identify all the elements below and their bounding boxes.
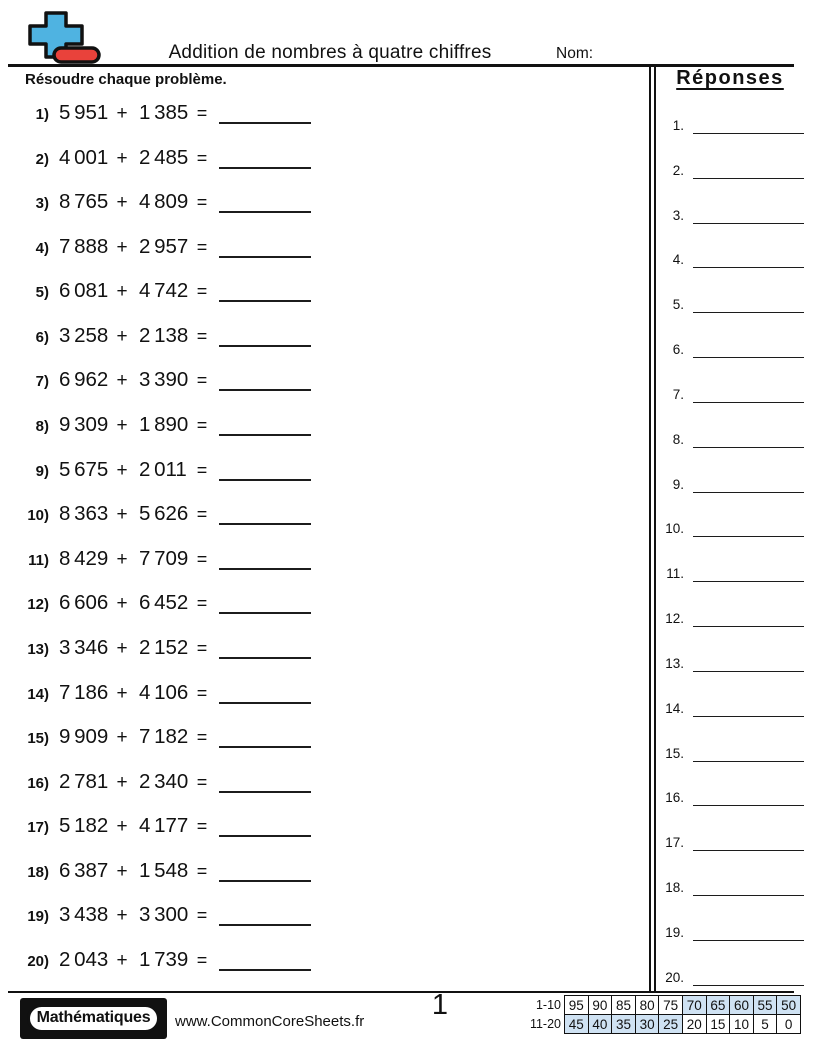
grading-score-cell: 80 [635,995,660,1015]
operand-b: 2 011 [139,457,187,481]
plus-minus-icon [28,11,102,67]
grading-score-cell: 95 [564,995,589,1015]
equals-sign: = [196,281,208,302]
operand-b: 1 385 [139,101,189,124]
plus-sign: + [116,236,128,258]
operand-a: 8 429 [59,546,109,570]
operand-a: 7 186 [59,680,109,704]
answer-blank[interactable] [693,490,804,493]
equals-sign: = [196,192,208,213]
problem-row [25,367,625,392]
operand-b: 7 709 [139,546,189,570]
answer-number: 16. [665,790,684,806]
plus-sign: + [116,949,128,971]
equals-sign: = [196,860,208,881]
answer-row [656,834,804,851]
problem-row [25,100,625,125]
answer-number: 12. [665,611,684,627]
plus-sign: + [116,816,128,838]
grading-score-cell: 10 [729,1014,754,1034]
problem-row [25,813,625,838]
operand-a: 2 043 [59,947,109,971]
problem-row [25,769,625,794]
problem-number: 8) [35,418,49,436]
plus-sign: + [116,771,128,793]
problem-number: 19) [27,908,49,926]
operand-b: 2 340 [139,769,189,793]
answer-row [656,341,804,358]
answer-blank[interactable] [693,624,804,627]
answer-number: 19. [665,924,684,940]
operand-a: 7 888 [59,234,109,258]
plus-sign: + [116,548,128,570]
answer-row [656,969,804,986]
problem-answer-blank[interactable] [219,432,311,436]
name-label: Nom: [556,45,594,62]
answer-blank[interactable] [693,355,804,358]
operand-b: 4 742 [139,279,189,303]
problem-answer-blank[interactable] [219,610,311,614]
operand-b: 1 548 [139,858,189,882]
page-number: 1 [431,989,449,1021]
problem-answer-blank[interactable] [219,120,311,124]
problem-row [25,902,625,927]
answer-blank[interactable] [693,759,804,762]
answer-blank[interactable] [693,265,804,268]
equals-sign: = [196,949,208,970]
operand-a: 3 438 [59,903,109,927]
operand-b: 4 177 [139,814,189,838]
problem-answer-blank[interactable] [219,700,311,704]
plus-sign: + [116,504,128,526]
answer-row [656,296,804,313]
equals-sign: = [196,103,208,123]
grading-row-cells [564,1014,801,1034]
answer-row [656,520,804,537]
operand-a: 3 346 [59,635,109,659]
subject-badge [20,998,167,1039]
problem-number: 20) [27,952,49,970]
operand-a: 8 765 [59,190,109,214]
problem-answer-blank[interactable] [219,477,311,481]
grading-score-cell: 15 [706,1014,731,1034]
plus-sign: + [116,370,128,392]
operand-a: 6 606 [59,591,109,615]
answer-blank[interactable] [693,310,804,313]
grading-score-cell: 35 [611,1014,636,1034]
problem-row [25,412,625,437]
problem-number: 13) [27,640,49,658]
grading-score-cell: 45 [564,1014,589,1034]
problem-number: 15) [27,730,49,748]
operand-b: 4 106 [139,680,189,704]
problem-answer-blank[interactable] [219,298,311,302]
problem-row [25,546,625,571]
plus-sign: + [116,682,128,704]
operand-b: 2 957 [139,234,189,258]
answer-number: 17. [665,835,684,851]
answer-number: 10. [665,521,684,537]
grading-score-cell: 60 [729,995,754,1015]
plus-sign: + [116,103,128,124]
answer-number: 1. [672,118,684,133]
answer-blank[interactable] [693,445,804,448]
problem-answer-blank[interactable] [219,566,311,570]
subject-badge-label: Mathématiques [27,1004,161,1033]
answer-number: 9. [672,476,684,492]
answer-blank[interactable] [693,983,804,986]
answer-number: 15. [665,745,684,761]
problem-row [25,234,625,259]
answer-number: 14. [665,700,684,716]
problem-row [25,680,625,705]
instructions-text: Résoudre chaque problème. [25,71,227,88]
grading-score-cell: 50 [776,995,801,1015]
answer-row [656,700,804,717]
answer-number: 3. [672,207,684,223]
operand-b: 7 182 [139,725,189,749]
operand-b: 2 485 [139,145,189,169]
operand-b: 1 739 [139,947,189,971]
answer-number: 8. [672,431,684,447]
equals-sign: = [196,504,208,525]
problem-answer-blank[interactable] [219,254,311,258]
operand-b: 3 300 [139,903,189,927]
answer-number: 18. [665,880,684,896]
problem-number: 2) [35,150,49,168]
grading-row-cells [564,995,801,1015]
answer-blank[interactable] [693,131,804,134]
answer-row [656,207,804,224]
problem-answer-blank[interactable] [219,922,311,926]
operand-a: 5 182 [59,814,109,838]
problem-answer-blank[interactable] [219,967,311,971]
footer-divider [8,991,794,993]
grading-table-row [529,1014,801,1034]
grading-score-cell: 85 [611,995,636,1015]
problem-answer-blank[interactable] [219,744,311,748]
problem-number: 9) [35,462,49,480]
problems-list [25,100,625,972]
answer-blank[interactable] [693,714,804,717]
problem-row [25,635,625,660]
grading-row-label: 1-10 [535,998,561,1012]
plus-sign: + [116,325,128,347]
answer-blank[interactable] [693,534,804,537]
answers-list [656,117,804,986]
plus-sign: + [116,593,128,615]
answer-blank[interactable] [693,893,804,896]
answer-blank[interactable] [693,221,804,224]
equals-sign: = [196,771,208,792]
answer-blank[interactable] [693,803,804,806]
answer-number: 13. [665,655,684,671]
grading-score-cell: 40 [588,1014,613,1034]
problem-number: 18) [27,863,49,881]
answer-row [656,789,804,806]
equals-sign: = [196,415,208,436]
problem-answer-blank[interactable] [219,521,311,525]
problem-row [25,590,625,615]
plus-sign: + [116,147,128,169]
problem-number: 11) [28,551,49,569]
answer-row [656,117,804,134]
problem-row [25,501,625,526]
problem-number: 5) [35,284,49,302]
equals-sign: = [196,459,208,480]
answers-header: Réponses [676,67,784,89]
operand-b: 2 138 [139,323,189,347]
grading-score-cell: 70 [682,995,707,1015]
plus-sign: + [116,459,128,481]
equals-sign: = [196,370,208,391]
equals-sign: = [196,236,208,257]
operand-b: 2 152 [139,635,189,659]
grading-table [529,995,801,1034]
operand-b: 3 390 [139,368,189,392]
problem-number: 6) [35,328,49,346]
answer-blank[interactable] [693,176,804,179]
answer-row [656,610,804,627]
problem-answer-blank[interactable] [219,209,311,213]
problem-number: 10) [27,507,49,525]
plus-sign: + [116,860,128,882]
problem-answer-blank[interactable] [219,833,311,837]
answer-number: 6. [672,342,684,358]
answer-number: 20. [665,969,684,985]
equals-sign: = [196,147,208,168]
grading-score-cell: 25 [658,1014,683,1034]
grading-score-cell: 20 [682,1014,707,1034]
operand-a: 4 001 [59,145,109,169]
answer-blank[interactable] [693,400,804,403]
grading-score-cell: 90 [588,995,613,1015]
plus-sign: + [116,637,128,659]
operand-a: 8 363 [59,502,109,526]
problem-answer-blank[interactable] [219,343,311,347]
operand-a: 6 962 [59,368,109,392]
answer-number: 4. [672,252,684,268]
problem-row [25,858,625,883]
equals-sign: = [196,816,208,837]
operand-a: 2 781 [59,769,109,793]
grading-score-cell: 55 [753,995,778,1015]
operand-a: 9 909 [59,725,109,749]
equals-sign: = [196,905,208,926]
problem-number: 4) [35,239,49,257]
grading-score-cell: 75 [658,995,683,1015]
answer-number: 5. [672,297,684,313]
answer-blank[interactable] [693,938,804,941]
grading-score-cell: 65 [706,995,731,1015]
plus-sign: + [116,415,128,437]
problem-number: 17) [27,819,49,837]
problem-row [25,323,625,348]
operand-a: 3 258 [59,323,109,347]
column-separator [649,64,656,991]
answer-blank[interactable] [693,848,804,851]
operand-a: 6 387 [59,858,109,882]
problem-number: 16) [27,774,49,792]
grading-score-cell: 5 [753,1014,778,1034]
problem-row [25,947,625,972]
equals-sign: = [196,325,208,346]
problem-row [25,278,625,303]
answer-row [656,655,804,672]
answer-blank[interactable] [693,579,804,582]
answer-row [656,924,804,941]
grading-score-cell: 0 [776,1014,801,1034]
operand-a: 5 951 [59,101,109,124]
plus-sign: + [116,192,128,214]
problem-row [25,457,625,482]
operand-b: 5 626 [139,502,189,526]
equals-sign: = [196,637,208,658]
problem-row [25,189,625,214]
answer-row [656,251,804,268]
operand-a: 9 309 [59,413,109,437]
website-text: www.CommonCoreSheets.fr [175,1013,365,1030]
operand-b: 1 890 [139,413,189,437]
problem-number: 3) [35,195,49,213]
problem-answer-blank[interactable] [219,878,311,882]
plus-sign: + [116,281,128,303]
answer-row [656,565,804,582]
answer-number: 7. [672,386,684,402]
answer-row [656,879,804,896]
problem-row [25,724,625,749]
answer-row [656,386,804,403]
equals-sign: = [196,548,208,569]
grading-score-cell: 30 [635,1014,660,1034]
equals-sign: = [196,682,208,703]
answer-row [656,476,804,493]
problem-number: 1) [35,106,49,123]
grading-row-label: 11-20 [529,1017,561,1031]
page-title: Addition de nombres à quatre chiffres [168,42,492,63]
equals-sign: = [196,593,208,614]
answer-number: 2. [672,162,684,178]
answer-row [656,162,804,179]
plus-sign: + [116,727,128,749]
problem-number: 7) [35,373,49,391]
problem-answer-blank[interactable] [219,387,311,391]
answer-row [656,745,804,762]
answer-row [656,431,804,448]
operand-b: 4 809 [139,190,189,214]
problem-number: 12) [27,596,49,614]
operand-b: 6 452 [139,591,189,615]
operand-a: 5 675 [59,457,109,481]
equals-sign: = [196,727,208,748]
problem-row [25,145,625,170]
plus-sign: + [116,905,128,927]
problem-answer-blank[interactable] [219,165,311,169]
problem-answer-blank[interactable] [219,655,311,659]
problem-answer-blank[interactable] [219,789,311,793]
answer-blank[interactable] [693,669,804,672]
problem-number: 14) [27,685,49,703]
operand-a: 6 081 [59,279,109,303]
answer-number: 11. [666,566,684,582]
grading-table-row [529,995,801,1015]
